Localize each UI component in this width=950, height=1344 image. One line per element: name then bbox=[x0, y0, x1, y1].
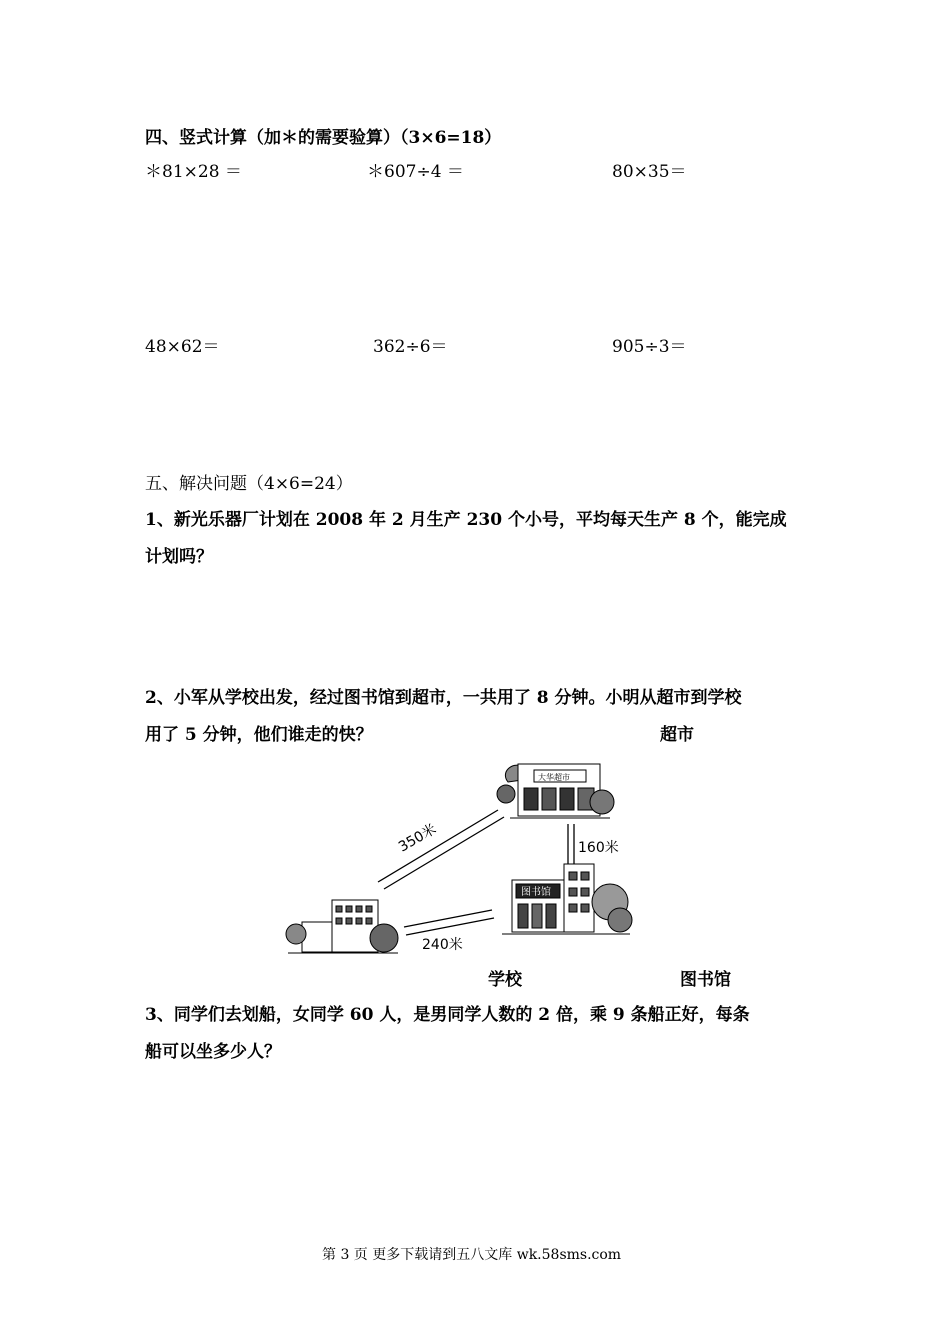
route-map-illustration bbox=[280, 752, 660, 957]
label-supermarket: 超市 bbox=[660, 725, 694, 745]
road-supermarket-library bbox=[568, 824, 574, 864]
distance-240: 240米 bbox=[422, 937, 463, 953]
page-footer: 第 3 页 更多下载请到五八文库 wk.58sms.com bbox=[322, 1247, 622, 1263]
calc-6: 905÷3＝ bbox=[612, 337, 687, 357]
calc-3: 80×35＝ bbox=[612, 162, 687, 182]
library-sign: 图书馆 bbox=[521, 887, 551, 898]
calc-4: 48×62＝ bbox=[145, 337, 220, 357]
supermarket-sign: 大华超市 bbox=[538, 773, 570, 782]
calc-5: 362÷6＝ bbox=[373, 337, 448, 357]
question-2-line1: 2、小军从学校出发，经过图书馆到超市，一共用了 8 分钟。小明从超市到学校 bbox=[145, 688, 742, 708]
calc-2: ＊607÷4 ＝ bbox=[367, 162, 464, 182]
label-library: 图书馆 bbox=[680, 970, 731, 990]
question-3-line2: 船可以坐多少人？ bbox=[145, 1042, 281, 1062]
supermarket-building-icon bbox=[497, 764, 614, 818]
distance-350: 350米 bbox=[396, 821, 440, 856]
calc-1: ＊81×28 ＝ bbox=[145, 162, 242, 182]
section5-heading: 五、解决问题（4×6=24） bbox=[145, 474, 353, 494]
distance-160: 160米 bbox=[578, 840, 619, 856]
section4-heading: 四、竖式计算（加＊的需要验算）（3×6=18） bbox=[145, 128, 502, 148]
question-1-line1: 1、新光乐器厂计划在 2008 年 2 月生产 230 个小号，平均每天生产 8 个，能完成 bbox=[145, 510, 787, 530]
road-school-library bbox=[404, 910, 494, 935]
question-3-line1: 3、同学们去划船，女同学 60 人，是男同学人数的 2 倍，乘 9 条船正好，每条 bbox=[145, 1005, 750, 1025]
library-building-icon bbox=[502, 864, 632, 934]
label-school: 学校 bbox=[488, 970, 522, 990]
question-1-line2: 计划吗？ bbox=[145, 547, 213, 567]
road-school-supermarket bbox=[378, 810, 504, 889]
question-2-line2: 用了 5 分钟，他们谁走的快？ bbox=[145, 725, 373, 745]
school-building-icon bbox=[286, 900, 398, 953]
